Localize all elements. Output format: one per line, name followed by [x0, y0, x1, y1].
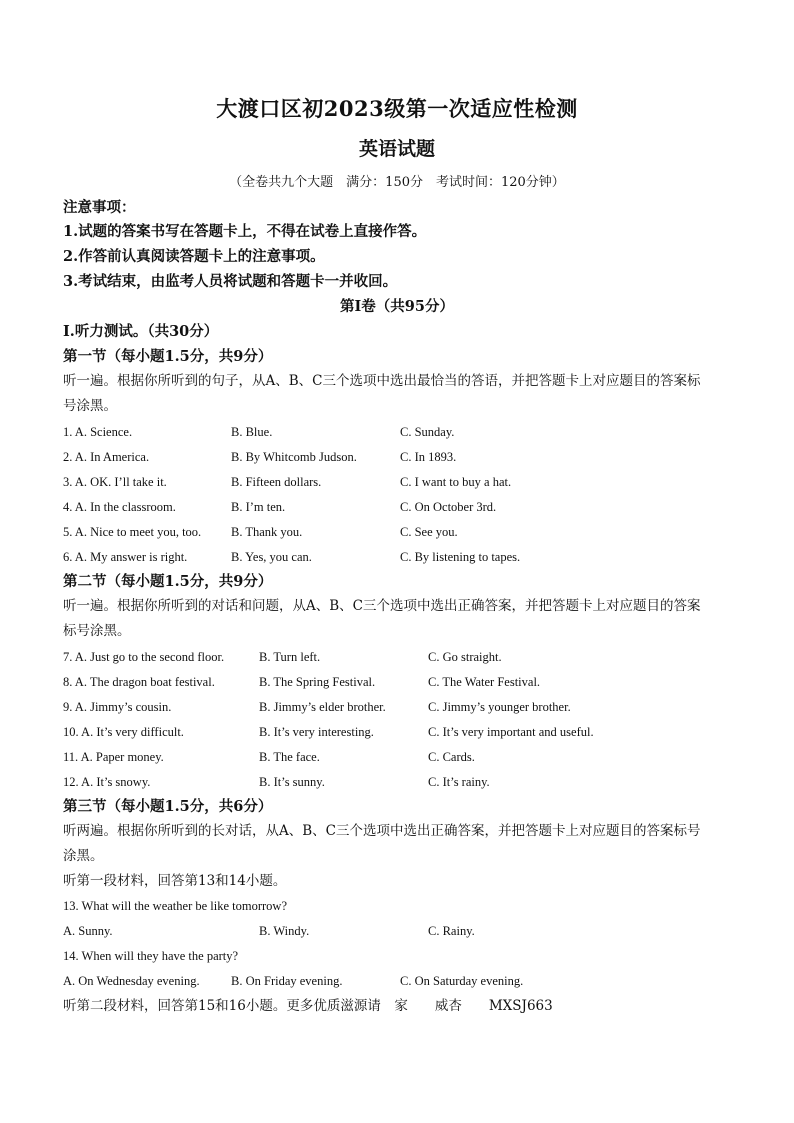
option-a: 7. A. Just go to the second floor. [63, 650, 225, 664]
option-c: C. It’s very important and useful. [428, 725, 594, 739]
option-b: B. Yes, you can. [231, 550, 312, 564]
option-b: B. Thank you. [231, 525, 303, 539]
page-subtitle: 英语试题 [358, 138, 435, 160]
option-a: A. Sunny. [63, 924, 113, 938]
option-b: B. It’s very interesting. [259, 725, 374, 739]
option-c: C. By listening to tapes. [400, 550, 521, 564]
note-item: 1.试题的答案书写在答题卡上，不得在试卷上直接作答。 [63, 223, 427, 240]
option-c: C. On Saturday evening. [400, 974, 524, 988]
option-c: C. See you. [400, 525, 458, 539]
section-instruction: 号涂黑。 [63, 398, 117, 414]
option-c: C. The Water Festival. [428, 675, 541, 689]
material-note: 听第二段材料，回答第15和16小题。更多优质滋源请 家 威杏 MXSJ663 [63, 998, 553, 1014]
section-instruction: 听一遍。根据你所听到的对话和问题，从A、B、C三个选项中选出正确答案，并把答题卡上对应题目的答案 [63, 598, 701, 614]
option-a: 5. A. Nice to meet you, too. [63, 525, 202, 539]
option-b: B. By Whitcomb Judson. [231, 450, 357, 464]
option-b: B. On Friday evening. [231, 974, 343, 988]
option-a: 10. A. It’s very difficult. [63, 725, 184, 739]
section-title: 第二节（每小题1.5分，共9分） [63, 573, 273, 590]
volume-title: 第Ⅰ卷（共95分） [340, 298, 454, 315]
option-a: 8. A. The dragon boat festival. [63, 675, 215, 689]
section-instruction: 听两遍。根据你所听到的长对话，从A、B、C三个选项中选出正确答案，并把答题卡上对应题目的答案标号 [63, 823, 701, 839]
option-a: A. On Wednesday evening. [63, 974, 200, 988]
option-b: B. The face. [259, 750, 320, 764]
option-c: C. It’s rainy. [428, 775, 490, 789]
section-title: 第三节（每小题1.5分，共6分） [63, 798, 273, 815]
option-a: 6. A. My answer is right. [63, 550, 188, 564]
section-instruction: 标号涂黑。 [63, 623, 131, 639]
option-a: 11. A. Paper money. [63, 750, 164, 764]
option-c: C. I want to buy a hat. [400, 475, 512, 489]
section-instruction: 听一遍。根据你所听到的句子，从A、B、C三个选项中选出最恰当的答语，并把答题卡上对应题目的答案标 [63, 373, 701, 389]
option-c: C. Sunday. [400, 425, 455, 439]
option-c: C. Cards. [428, 750, 475, 764]
option-b: B. Fifteen dollars. [231, 475, 322, 489]
option-a: 9. A. Jimmy’s cousin. [63, 700, 172, 714]
note-item: 3.考试结束，由监考人员将试题和答题卡一并收回。 [63, 273, 398, 290]
question-stem: 14. When will they have the party? [63, 949, 239, 963]
option-c: C. Rainy. [428, 924, 475, 938]
exam-info: （全卷共九个大题 满分：150分 考试时间：120分钟） [229, 175, 565, 190]
option-b: B. Jimmy’s elder brother. [259, 700, 386, 714]
option-b: B. Blue. [231, 425, 273, 439]
option-c: C. In 1893. [400, 450, 457, 464]
page-title: 大渡口区初2023级第一次适应性检测 [216, 96, 578, 121]
option-c: C. On October 3rd. [400, 500, 497, 514]
question-stem: 13. What will the weather be like tomorrow? [63, 899, 288, 913]
notes-heading: 注意事项： [63, 199, 136, 216]
part-title: I.听力测试。（共30分） [63, 323, 219, 340]
option-a: 3. A. OK. I’ll take it. [63, 475, 167, 489]
section-title: 第一节（每小题1.5分，共9分） [63, 348, 273, 365]
option-b: B. The Spring Festival. [259, 675, 376, 689]
option-a: 1. A. Science. [63, 425, 133, 439]
section-instruction: 涂黑。 [63, 848, 104, 864]
option-a: 2. A. In America. [63, 450, 150, 464]
option-b: B. It’s sunny. [259, 775, 325, 789]
option-b: B. Windy. [259, 924, 310, 938]
option-b: B. Turn left. [259, 650, 321, 664]
option-a: 4. A. In the classroom. [63, 500, 176, 514]
option-c: C. Go straight. [428, 650, 502, 664]
option-b: B. I’m ten. [231, 500, 286, 514]
option-a: 12. A. It’s snowy. [63, 775, 151, 789]
option-c: C. Jimmy’s younger brother. [428, 700, 571, 714]
note-item: 2.作答前认真阅读答题卡上的注意事项。 [63, 248, 325, 265]
material-note: 听第一段材料，回答第13和14小题。 [63, 873, 287, 889]
